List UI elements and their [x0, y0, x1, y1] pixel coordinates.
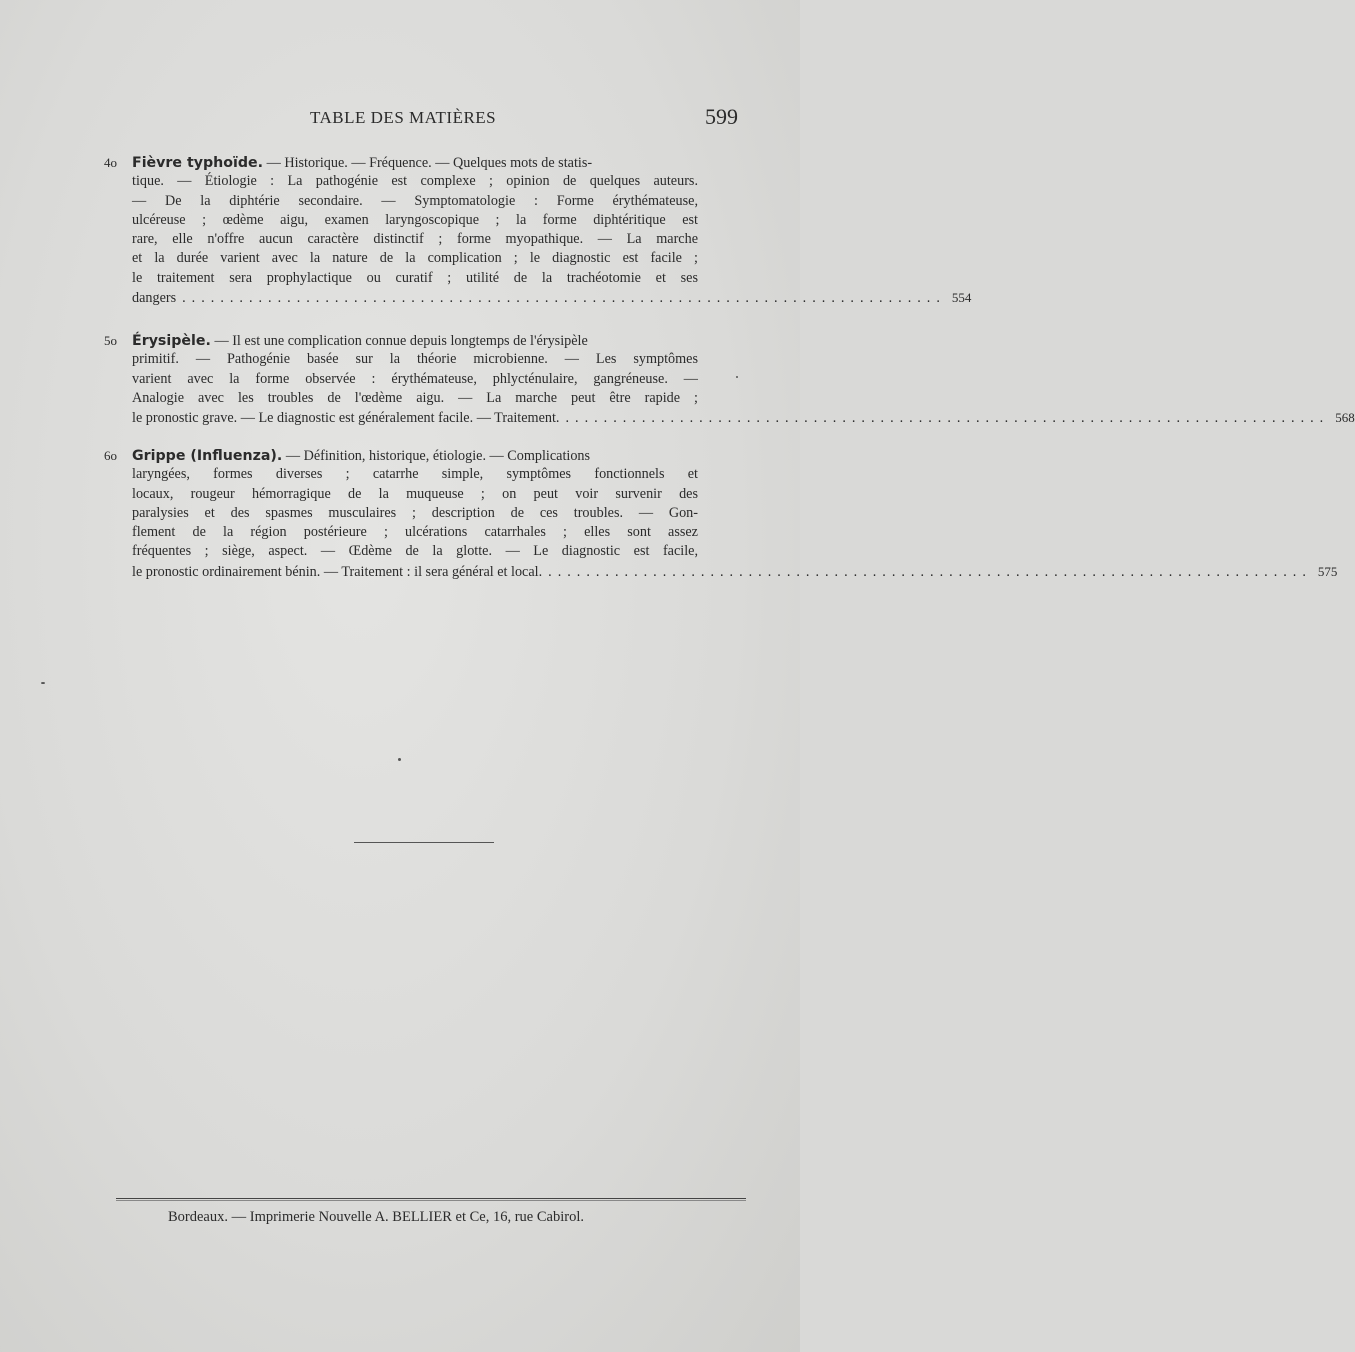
entry-last-line: le pronostic grave. — Le diagnostic est généralement facile. — Traitement. [132, 410, 560, 427]
entry-page-number: 554 [951, 290, 972, 306]
entry-first-text: — Il est une complication connue depuis longtemps de l'érysipèle [210, 333, 588, 349]
entry-line: et la durée varient avec la nature de la complication ; le diagnostic est facile ; [132, 250, 698, 267]
entry-last-line: dangers [132, 290, 177, 307]
header-title: TABLE DES MATIÈRES [310, 108, 497, 127]
ink-speck [398, 758, 401, 761]
header-page-number: 599 [705, 104, 738, 129]
dot-leader: ................................................................................ [548, 563, 1312, 580]
entry-title: Érysipèle. [132, 333, 211, 349]
toc-entry-grippe [104, 446, 1338, 581]
printer-imprint: Bordeaux. — Imprimerie Nouvelle A. BELLIER et Ce, 16, rue Cabirol. [168, 1209, 584, 1225]
entry-line: tique. — Étiologie : La pathogénie est complexe ; opinion de quelques auteurs. [132, 173, 698, 190]
entry-line: flement de la région postérieure ; ulcérations catarrhales ; elles sont assez [132, 524, 698, 541]
entry-line: ulcéreuse ; œdème aigu, examen laryngoscopique ; la forme diphtéritique est [132, 211, 698, 228]
entry-line: locaux, rougeur hémorragique de la muqueuse ; on peut voir survenir des [132, 485, 698, 502]
entry-first-text: — Historique. — Fréquence. — Quelques mots de statis- [263, 155, 593, 171]
entry-line: Analogie avec les troubles de l'œdème aigu. — La marche peut être rapide ; [132, 389, 698, 406]
entry-number: 4o [104, 155, 117, 170]
entry-first-line [104, 446, 738, 465]
entry-title: Fièvre typhoïde. [132, 155, 264, 171]
entry-line: fréquentes ; siège, aspect. — Œdème de la glotte. — Le diagnostic est facile, [132, 543, 698, 560]
entry-number: 5o [104, 333, 117, 348]
ink-speck [736, 376, 738, 378]
running-header [130, 104, 738, 134]
toc-entry-fievre-typhoide [104, 153, 972, 307]
entry-page-number: 575 [1317, 563, 1338, 579]
entry-line: — De la diphtérie secondaire. — Symptomatologie : Forme érythémateuse, [132, 192, 698, 209]
toc-entry-erysipele [104, 331, 1355, 427]
entry-page-number: 568 [1335, 410, 1355, 426]
entry-first-line [104, 331, 738, 350]
entry-line: paralysies et des spasmes musculaires ; description de ces troubles. — Gon- [132, 504, 698, 521]
entry-last-line: le pronostic ordinairement bénin. — Traitement : il sera général et local. [132, 563, 543, 580]
footer-rule [116, 1198, 746, 1199]
ink-speck [41, 682, 45, 684]
dot-leader: ................................................................................ [182, 290, 946, 307]
dot-leader: ................................................................................ [565, 410, 1330, 427]
entry-first-line [104, 153, 738, 172]
section-divider [354, 842, 494, 843]
entry-line: primitif. — Pathogénie basée sur la théorie microbienne. — Les symptômes [132, 351, 698, 368]
entry-number: 6o [104, 448, 117, 463]
entry-line: laryngées, formes diverses ; catarrhe simple, symptômes fonctionnels et [132, 466, 698, 483]
entry-line: varient avec la forme observée : érythémateuse, phlycténulaire, gangréneuse. — [132, 370, 698, 387]
entry-line: rare, elle n'offre aucun caractère distinctif ; forme myopathique. — La marche [132, 231, 698, 248]
footer-rule-secondary [116, 1200, 746, 1201]
entry-first-text: — Définition, historique, étiologie. — Complications [282, 448, 591, 464]
entry-line: le traitement sera prophylactique ou curatif ; utilité de la trachéotomie et ses [132, 269, 698, 286]
entry-title: Grippe (Influenza). [132, 448, 283, 464]
